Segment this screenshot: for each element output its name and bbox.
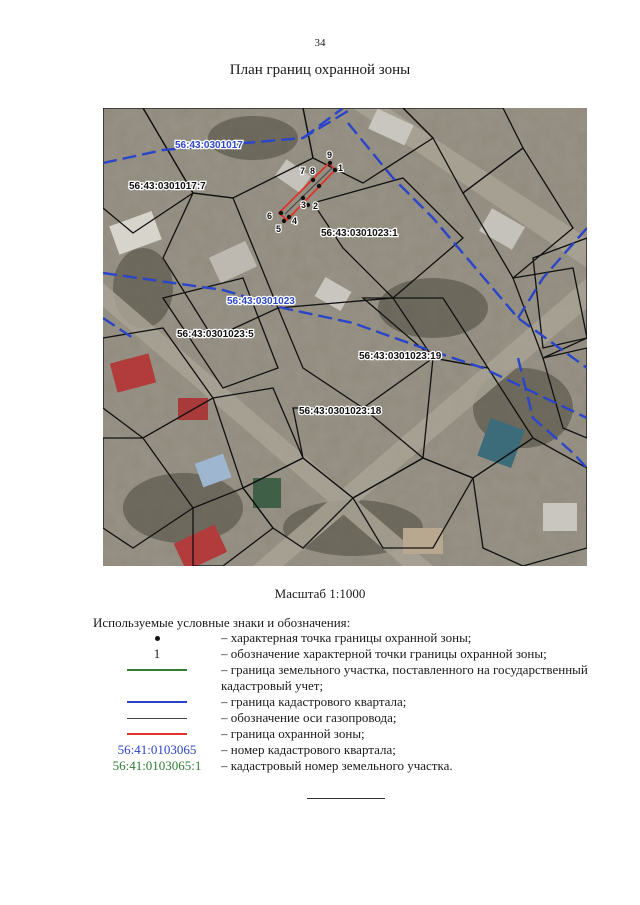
parcel-label: 56:43:0301023:5 (177, 329, 254, 340)
page-number: 34 (314, 37, 326, 49)
map-scale: Масштаб 1:1000 (274, 586, 366, 601)
legend-symbol-red-line (93, 726, 221, 742)
legend-item (93, 694, 613, 710)
parcel-label: 56:43:0301023:19 (359, 351, 442, 362)
legend-symbol-blue-text (93, 742, 221, 758)
legend-symbol-number (93, 646, 221, 662)
legend-item (93, 710, 613, 726)
legend-symbol-text: 56:41:0103065 (117, 742, 197, 757)
legend-symbol-green-text (93, 758, 221, 774)
quarter-label: 56:43:0301017 (175, 140, 243, 151)
legend-text: – граница земельного участка, поставленного на государственный кадастровый учет; (221, 662, 588, 693)
legend-symbol-point (93, 630, 221, 646)
point-dot-icon (155, 636, 160, 641)
point-label: 7 (300, 166, 306, 176)
legend-item (93, 646, 613, 662)
legend-symbol-green-line (93, 662, 221, 678)
legend (93, 630, 613, 774)
point-label: 1 (338, 163, 344, 173)
legend-item (93, 630, 613, 646)
map-svg (103, 108, 587, 566)
point-label: 2 (313, 201, 319, 211)
point-label: 6 (267, 211, 273, 221)
legend-symbol-gray-line (93, 710, 221, 726)
legend-text: – обозначение характерной точки границы охранной зоны; (221, 646, 547, 661)
point-label: 5 (276, 224, 282, 234)
point-label: 3 (301, 200, 307, 210)
parcel-label: 56:43:0301023:18 (299, 406, 382, 417)
blue-line-icon (127, 701, 187, 703)
parcel-label: 56:43:0301017:7 (129, 181, 206, 192)
legend-item (93, 742, 613, 758)
legend-item (93, 726, 613, 742)
point-label: 4 (292, 216, 298, 226)
point-label: 9 (327, 150, 333, 160)
red-line-icon (127, 733, 187, 735)
legend-symbol-text: 1 (153, 646, 161, 661)
point-label: 8 (310, 166, 316, 176)
page-title: План границ охранной зоны (229, 62, 411, 78)
green-line-icon (127, 669, 187, 671)
legend-text: – граница охранной зоны; (221, 726, 365, 741)
parcel-label: 56:43:0301023:1 (321, 228, 398, 239)
legend-symbol-text: 56:41:0103065:1 (112, 758, 202, 773)
bottom-rule (307, 798, 385, 799)
cadastral-map (103, 108, 587, 566)
legend-item (93, 662, 613, 694)
legend-text: – кадастровый номер земельного участка. (221, 758, 453, 773)
legend-item (93, 758, 613, 774)
quarter-label: 56:43:0301023 (227, 296, 295, 307)
legend-text: – обозначение оси газопровода; (221, 710, 397, 725)
legend-text: – характерная точка границы охранной зоны; (221, 630, 472, 645)
legend-text: – номер кадастрового квартала; (221, 742, 396, 757)
legend-text: – граница кадастрового квартала; (221, 694, 407, 709)
legend-heading: Используемые условные знаки и обозначения: (93, 615, 351, 630)
gray-line-icon (127, 718, 187, 719)
legend-symbol-blue-line (93, 694, 221, 710)
